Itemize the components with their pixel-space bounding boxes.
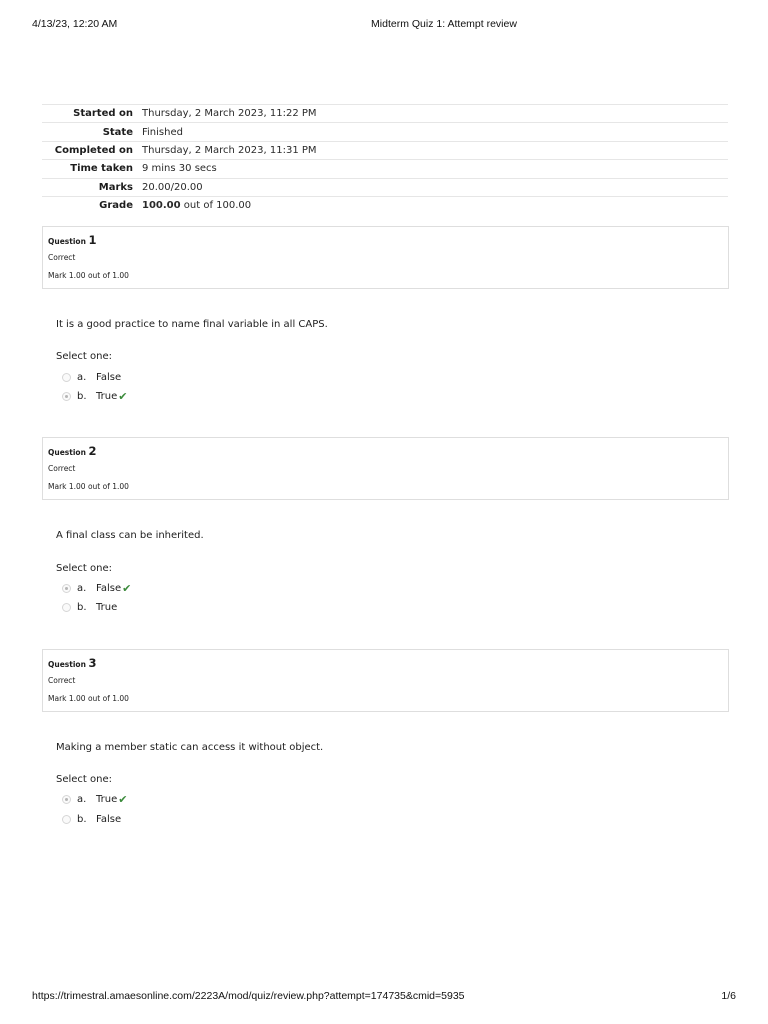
question-number-value: 3 bbox=[88, 656, 97, 670]
page-number: 1/6 bbox=[721, 990, 736, 1002]
question-number-value: 2 bbox=[88, 444, 97, 458]
option-letter: b. bbox=[77, 601, 87, 613]
radio-button-icon[interactable] bbox=[62, 584, 71, 593]
question-state: Correct bbox=[48, 464, 76, 473]
page-title: Midterm Quiz 1: Attempt review bbox=[371, 18, 517, 30]
print-header bbox=[32, 18, 736, 32]
summary-row-started-on bbox=[42, 105, 728, 123]
question-label: Question bbox=[48, 660, 86, 669]
option-text: True bbox=[96, 601, 118, 613]
grade-value: 100.00 bbox=[142, 200, 181, 212]
answer-option-1b[interactable] bbox=[62, 389, 127, 403]
question-number bbox=[48, 656, 723, 672]
summary-row-time-taken bbox=[42, 160, 728, 178]
option-text: False bbox=[96, 582, 122, 594]
summary-value: Thursday, 2 March 2023, 11:31 PM bbox=[142, 144, 317, 156]
summary-value: Thursday, 2 March 2023, 11:22 PM bbox=[142, 108, 317, 120]
select-one-prompt: Select one: bbox=[56, 563, 113, 574]
answer-option-3b[interactable] bbox=[62, 812, 121, 826]
check-icon: ✔ bbox=[118, 792, 128, 806]
option-letter: b. bbox=[77, 390, 87, 402]
question-mark: Mark 1.00 out of 1.00 bbox=[48, 482, 129, 491]
option-letter: a. bbox=[77, 582, 87, 594]
check-icon: ✔ bbox=[118, 389, 128, 403]
summary-label: Completed on bbox=[54, 144, 133, 156]
radio-button-icon[interactable] bbox=[62, 392, 71, 401]
question-number-value: 1 bbox=[88, 233, 97, 247]
option-text: True bbox=[96, 793, 118, 805]
question-info-3 bbox=[42, 649, 729, 712]
answer-option-1a[interactable] bbox=[62, 370, 121, 384]
question-text-1: It is a good practice to name final variable in all CAPS. bbox=[56, 319, 328, 330]
page-url: https://trimestral.amaesonline.com/2223A/mod/quiz/review.php?attempt=174735&cmid=5935 bbox=[32, 990, 465, 1002]
question-info-1 bbox=[42, 226, 729, 289]
option-text: True bbox=[96, 390, 118, 402]
answer-option-2b[interactable] bbox=[62, 600, 117, 614]
answer-option-3a[interactable] bbox=[62, 792, 127, 806]
summary-label: Grade bbox=[99, 200, 133, 212]
summary-row-completed-on bbox=[42, 141, 728, 159]
question-text-2: A final class can be inherited. bbox=[56, 530, 204, 541]
summary-row-grade bbox=[42, 196, 728, 214]
option-letter: a. bbox=[77, 371, 87, 383]
option-text: False bbox=[96, 371, 122, 383]
radio-button-icon[interactable] bbox=[62, 603, 71, 612]
print-footer bbox=[32, 990, 736, 1004]
question-info-2 bbox=[42, 437, 729, 500]
question-text-3: Making a member static can access it without object. bbox=[56, 742, 324, 753]
print-date: 4/13/23, 12:20 AM bbox=[32, 18, 118, 30]
summary-value: Finished bbox=[142, 126, 183, 138]
question-mark: Mark 1.00 out of 1.00 bbox=[48, 694, 129, 703]
question-number bbox=[48, 444, 723, 460]
attempt-summary-table bbox=[42, 104, 728, 215]
summary-value bbox=[142, 196, 728, 214]
select-one-prompt: Select one: bbox=[56, 774, 113, 785]
summary-label: Marks bbox=[98, 181, 133, 193]
select-one-prompt: Select one: bbox=[56, 351, 113, 362]
question-number bbox=[48, 233, 723, 249]
summary-label: Time taken bbox=[70, 163, 133, 175]
question-state: Correct bbox=[48, 676, 76, 685]
summary-value: 9 mins 30 secs bbox=[142, 163, 217, 175]
question-label: Question bbox=[48, 448, 86, 457]
question-state: Correct bbox=[48, 253, 76, 262]
option-letter: a. bbox=[77, 793, 87, 805]
question-label: Question bbox=[48, 237, 86, 246]
summary-label: State bbox=[102, 126, 133, 138]
check-icon: ✔ bbox=[122, 581, 132, 595]
summary-row-state bbox=[42, 123, 728, 141]
option-letter: b. bbox=[77, 813, 87, 825]
answer-option-2a[interactable] bbox=[62, 581, 131, 595]
radio-button-icon[interactable] bbox=[62, 795, 71, 804]
summary-label: Started on bbox=[73, 108, 133, 120]
question-mark: Mark 1.00 out of 1.00 bbox=[48, 271, 129, 280]
grade-out-of: out of 100.00 bbox=[180, 200, 252, 212]
summary-value: 20.00/20.00 bbox=[142, 181, 203, 193]
radio-button-icon[interactable] bbox=[62, 815, 71, 824]
summary-row-marks bbox=[42, 178, 728, 196]
radio-button-icon[interactable] bbox=[62, 373, 71, 382]
option-text: False bbox=[96, 813, 122, 825]
